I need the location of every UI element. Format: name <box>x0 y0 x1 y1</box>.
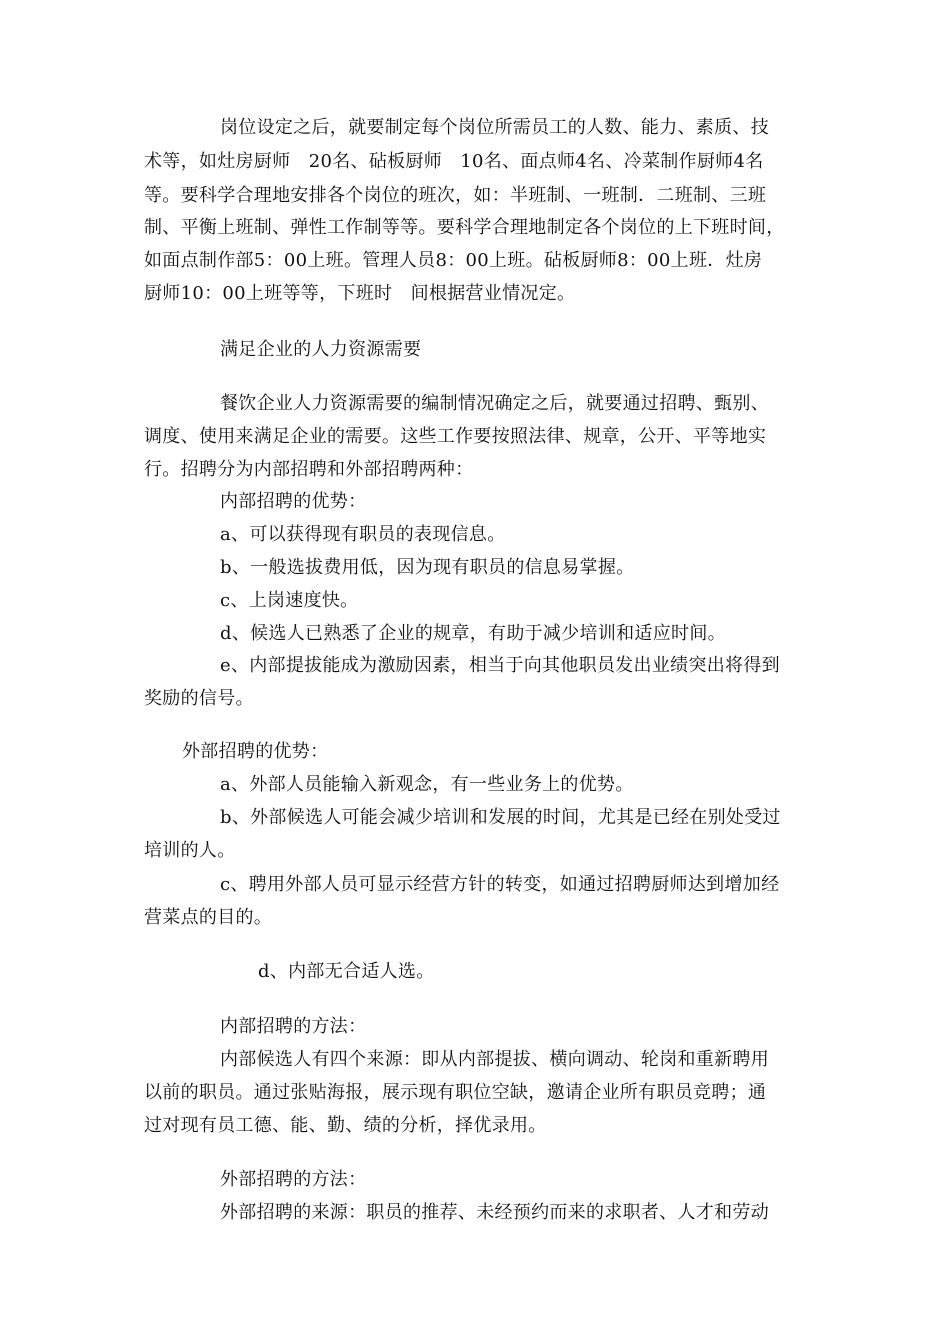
text-line: 餐饮企业人力资源需要的编制情况确定之后，就要通过招聘、甄别、 <box>220 393 769 414</box>
list-item: e、内部提拔能成为激励因素，相当于向其他职员发出业绩突出将得到 <box>220 655 780 676</box>
text-line: 外部招聘的来源：职员的推荐、未经预约而来的求职者、人才和劳动 <box>220 1202 769 1223</box>
text-line: 行。招聘分为内部招聘和外部招聘两种： <box>144 459 474 480</box>
list-item: a、外部人员能输入新观念，有一些业务上的优势。 <box>220 774 634 795</box>
subheading: 外部招聘的优势： <box>182 741 329 762</box>
text-line: 如面点制作部5：00上班。管理人员8：00上班。砧板厨师8：00上班．灶房 <box>144 250 763 271</box>
list-item: d、候选人已熟悉了企业的规章，有助于减少培训和适应时间。 <box>220 623 726 644</box>
section-heading: 满足企业的人力资源需要 <box>220 339 422 360</box>
list-item: c、聘用外部人员可显示经营方针的转变，如通过招聘厨师达到增加经 <box>220 874 780 895</box>
text-line: 过对现有员工德、能、勤、绩的分析，择优录用。 <box>144 1115 547 1136</box>
text-line: 奖励的信号。 <box>144 688 254 709</box>
text-line: 术等，如灶房厨师 20名、砧板厨师 10名、面点师4名、冷菜制作厨师4名 <box>144 151 764 172</box>
list-item: b、外部候选人可能会减少培训和发展的时间，尤其是已经在别处受过 <box>220 807 781 828</box>
text-line: 厨师10：00上班等等，下班时 间根据营业情况定。 <box>144 283 576 304</box>
text-line: 调度、使用来满足企业的需要。这些工作要按照法律、规章，公开、平等地实 <box>144 426 767 447</box>
text-line: 等。要科学合理地安排各个岗位的班次，如：半班制、一班制．二班制、三班 <box>144 185 767 206</box>
subheading: 外部招聘的方法： <box>220 1169 367 1190</box>
subheading: 内部招聘的优势： <box>220 491 367 512</box>
subheading: 内部招聘的方法： <box>220 1016 367 1037</box>
list-item: c、上岗速度快。 <box>220 590 359 611</box>
text-line: 以前的职员。通过张贴海报，展示现有职位空缺，邀请企业所有职员竞聘；通 <box>144 1082 767 1103</box>
text-line: 岗位设定之后，就要制定每个岗位所需员工的人数、能力、素质、技 <box>220 117 769 138</box>
list-item: d、内部无合适人选。 <box>258 961 435 982</box>
list-item: b、一般选拔费用低，因为现有职员的信息易掌握。 <box>220 557 635 578</box>
list-item: a、可以获得现有职员的表现信息。 <box>220 524 506 545</box>
text-line: 培训的人。 <box>144 840 236 861</box>
text-line: 制、平衡上班制、弹性工作制等等。要科学合理地制定各个岗位的上下班时间， <box>144 217 785 238</box>
text-line: 内部候选人有四个来源：即从内部提拔、横向调动、轮岗和重新聘用 <box>220 1049 769 1070</box>
text-line: 营菜点的目的。 <box>144 907 273 928</box>
